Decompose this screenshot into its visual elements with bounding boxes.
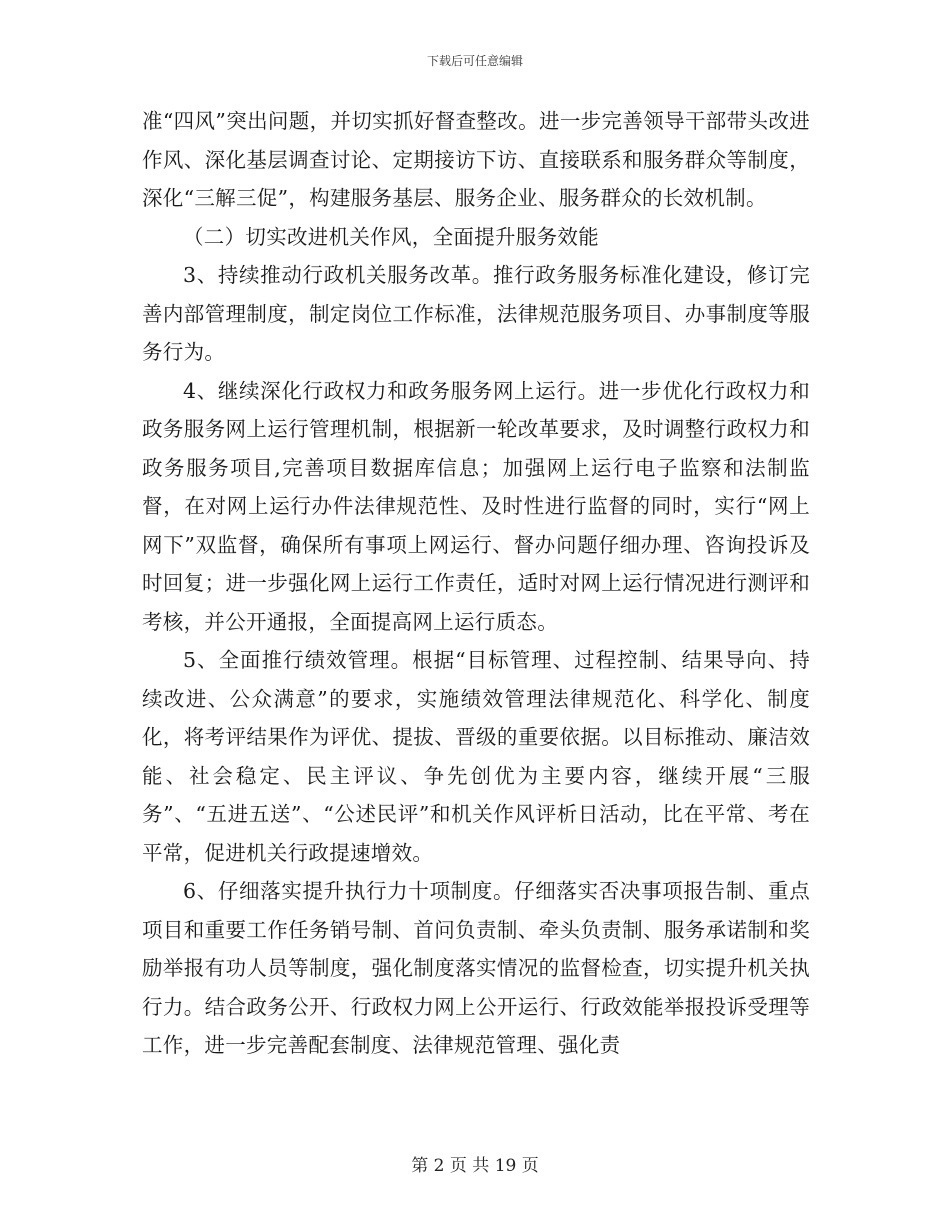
paragraph-item-3: 3、持续推动行政机关服务改革。推行政务服务标准化建设，修订完善内部管理制度，制定岗位工作标准，法律规范服务项目、办事制度等服务行为。: [142, 263, 810, 364]
page-number: 第 2 页 共 19 页: [411, 1156, 539, 1176]
page-header-note: 下载后可任意编辑: [426, 54, 523, 68]
section-heading: （二）切实改进机关作风，全面提升服务效能: [183, 224, 599, 249]
document-body: [142, 102, 810, 1065]
paragraph-item-6: 6、仔细落实提升执行力十项制度。仔细落实否决事项报告制、重点项目和重要工作任务销号制、首问负责制、牵头负责制、服务承诺制和奖励举报有功人员等制度，强化制度落实情况的监督检查，切实提升机关执行力。结合政务公开、行政权力网上公开运行、行政效能举报投诉受理等工作，进一步完善配套制度、法律规范管理、强化责: [142, 879, 810, 1057]
paragraph-item-5: 5、全面推行绩效管理。根据“目标管理、过程控制、结果导向、持续改进、公众满意”的要求，实施绩效管理法律规范化、科学化、制度化，将考评结果作为评优、提拔、晋级的重要依据。以目标推动、廉洁效能、社会稳定、民主评议、争先创优为主要内容，继续开展“三服务”、“五进五送”、“公述民评”和机关作风评析日活动，比在平常、考在平常，促进机关行政提速增效。: [142, 648, 810, 865]
paragraph-item-4: 4、继续深化行政权力和政务服务网上运行。进一步优化行政权力和政务服务网上运行管理机制，根据新一轮改革要求，及时调整行政权力和政务服务项目,完善项目数据库信息；加强网上运行电子监察和法制监督，在对网上运行办件法律规范性、及时性进行监督的同时，实行“网上网下”双监督，确保所有事项上网运行、督办问题仔细办理、咨询投诉及时回复；进一步强化网上运行工作责任，适时对网上运行情况进行测评和考核，并公开通报，全面提高网上运行质态。: [142, 378, 810, 634]
paragraph-continued: 准“四风”突出问题，并切实抓好督查整改。进一步完善领导干部带头改进作风、深化基层调查讨论、定期接访下访、直接联系和服务群众等制度，深化“三解三促”，构建服务基层、服务企业、服务群众的长效机制。: [142, 109, 810, 210]
